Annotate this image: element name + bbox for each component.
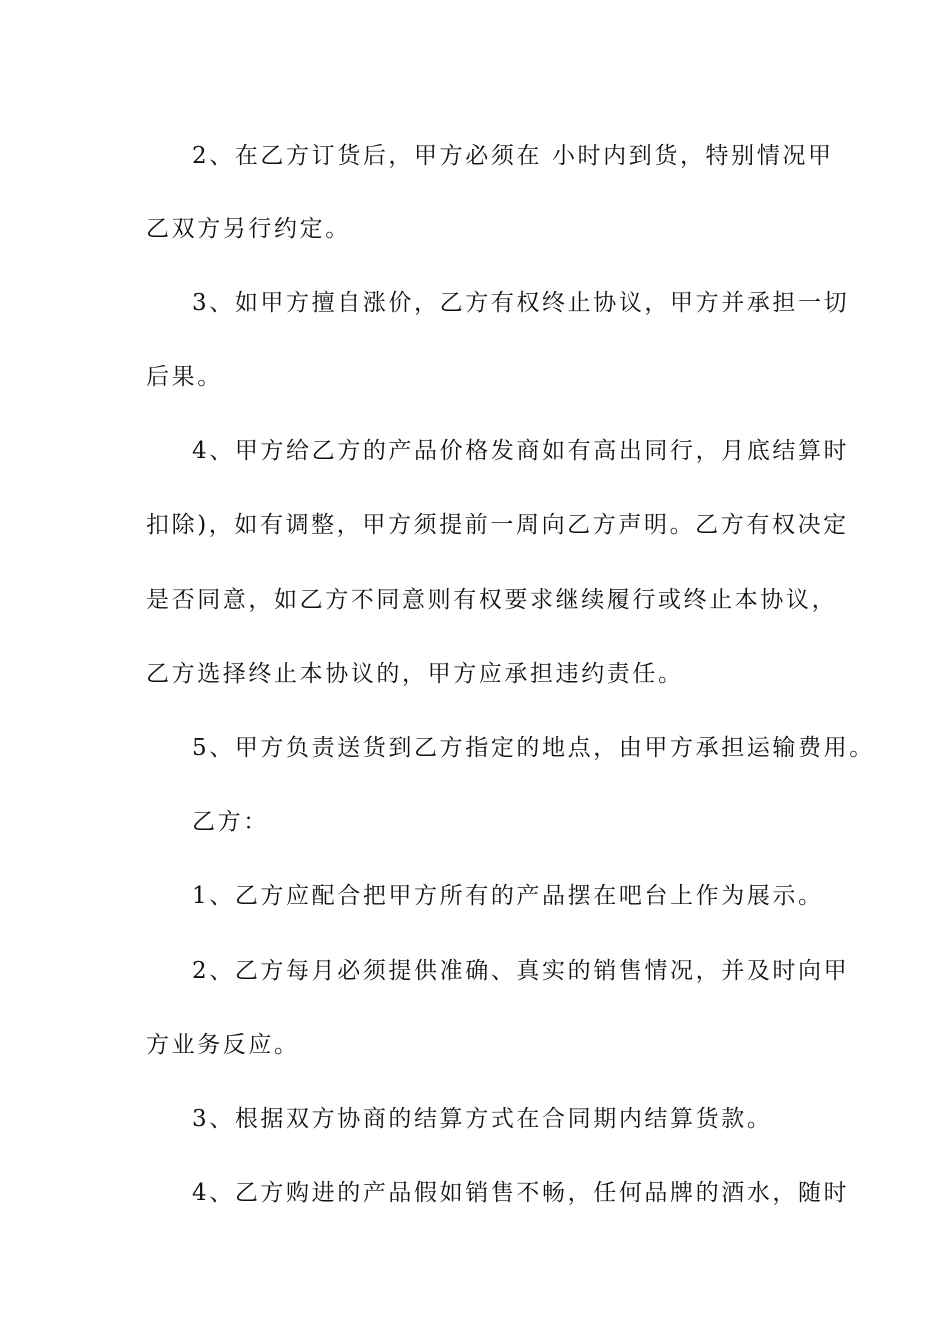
paragraph-line: 4、甲方给乙方的产品价格发商如有高出同行，月底结算时 bbox=[192, 438, 850, 464]
paragraph-line: 3、根据双方协商的结算方式在合同期内结算货款。 bbox=[192, 1106, 773, 1132]
paragraph-line: 3、如甲方擅自涨价，乙方有权终止协议，甲方并承担一切 bbox=[192, 290, 850, 316]
paragraph-line: 后果。 bbox=[146, 364, 223, 390]
paragraph-line: 乙双方另行约定。 bbox=[146, 216, 351, 242]
paragraph-line: 是否同意，如乙方不同意则有权要求继续履行或终止本协议， bbox=[146, 587, 838, 613]
paragraph-line: 5、甲方负责送货到乙方指定的地点，由甲方承担运输费用。 bbox=[192, 735, 875, 761]
paragraph-line: 乙方选择终止本协议的，甲方应承担违约责任。 bbox=[146, 661, 684, 687]
section-heading: 乙方： bbox=[192, 809, 269, 835]
paragraph-line: 1、乙方应配合把甲方所有的产品摆在吧台上作为展示。 bbox=[192, 883, 824, 909]
paragraph-line: 2、在乙方订货后，甲方必须在 小时内到货，特别情况甲 bbox=[192, 143, 834, 169]
paragraph-line: 2、乙方每月必须提供准确、真实的销售情况，并及时向甲 bbox=[192, 958, 850, 984]
paragraph-line: 扣除)，如有调整，甲方须提前一周向乙方声明。乙方有权决定 bbox=[146, 512, 849, 538]
paragraph-line: 方业务反应。 bbox=[146, 1032, 300, 1058]
paragraph-line: 4、乙方购进的产品假如销售不畅，任何品牌的酒水，随时 bbox=[192, 1180, 850, 1206]
